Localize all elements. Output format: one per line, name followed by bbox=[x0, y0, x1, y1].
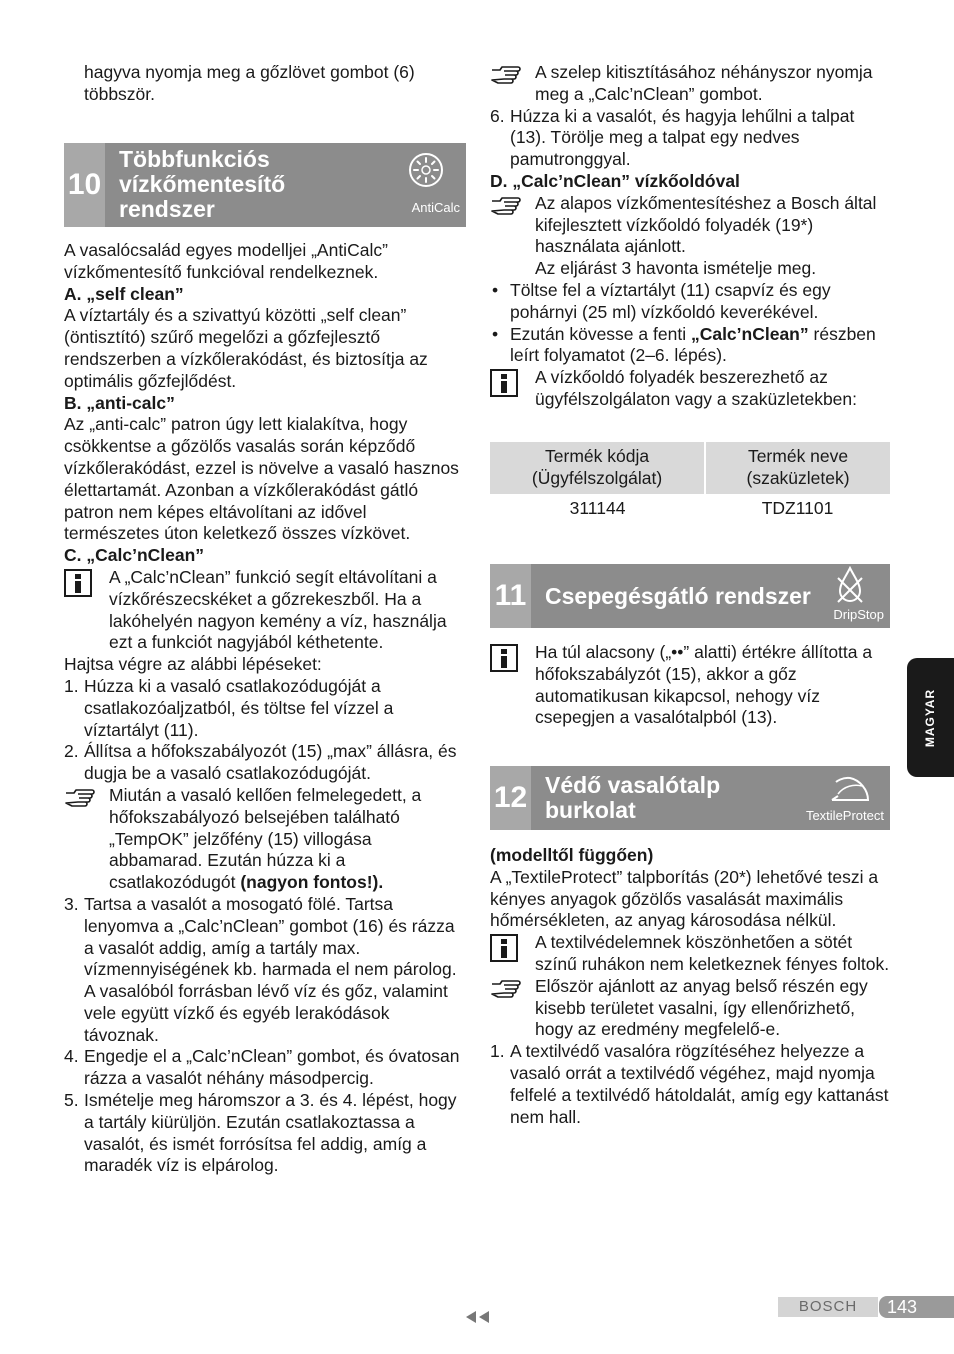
table-header: Termék kódja (Ügyfélszolgálat) bbox=[490, 442, 705, 494]
list-item: 4. Engedje el a „Calc’nClean” gombot, és óvatosan rázza a vasalót néhány másodpercig. bbox=[64, 1046, 460, 1089]
section-10-header bbox=[64, 143, 466, 227]
info-note: A „Calc’nClean” funkció segít eltávolítani a vízkőrészecskéket a gőzrekeszből. Ha a lakóhelyén nagyon kemény a víz, használja ezt a funkciót nagyjából kéthetente. bbox=[64, 567, 466, 654]
section-number: 11 bbox=[490, 564, 531, 628]
pointing-hand-icon bbox=[490, 195, 524, 221]
heading-c: C. „Calc’nClean” bbox=[64, 545, 205, 566]
table-header: Termék neve (szaküzletek) bbox=[705, 442, 890, 494]
product-table bbox=[490, 442, 890, 523]
tip-note: Először ajánlott az anyag belső részén egy kisebb területet vasalni, így ellenőrizhető, hogy az eredmény megfelelő-e. bbox=[490, 976, 890, 1041]
language-tab: MAGYAR bbox=[907, 658, 954, 777]
heading-d: D. „Calc’nClean” vízkőoldóval bbox=[490, 170, 740, 191]
section-label: AntiCalc bbox=[411, 200, 460, 216]
pointing-hand-icon bbox=[490, 978, 524, 1004]
list-item: • Töltse fel a víztartályt (11) csapvíz és egy pohárnyi (25 ml) vízkőoldó keverékével. bbox=[492, 279, 831, 322]
heading-a: A. „self clean” bbox=[64, 283, 184, 304]
list-item: 3. Tartsa a vasalót a mosogató fölé. Tartsa lenyomva a „Calc’nClean” gombot (16) és rázza a vasalót addig, amíg a tartály max. vízmennyiségének kb. harmada el nem párolog. A vasalóból forrásban lévő víz és gőz, valamint vele együtt vízkő és egyéb lerakódások távoznak. bbox=[64, 893, 457, 1045]
section-11-body bbox=[490, 642, 890, 729]
section-12-body: (modelltől függően) A „TextileProtect” talpborítás (20*) lehetővé teszi a kényes anyagok gőzölős vasalását maximális hőmérsékleten, az anyag károsodása nélkül. A textilvédelemnek köszönhetően a sötét színű ruhákon nem keletkeznek fényes foltok. Először ajánlott az anyag belső részén egy kisebb területet vasalni, így ellenőrizhető, hogy az eredmény megfelelő-e. 1. A textilvédő vasalóra rögzítéséhez helyezze a vasaló orrát a textilvédő végéhez, majd nyomja felfelé a textilvédő hátoldalát, amíg egy kattanást nem hall. bbox=[490, 845, 890, 1127]
section-title: Többfunkciós vízkőmentesítő rendszer bbox=[119, 146, 286, 222]
intro-text: hagyva nyomja meg a gőzlövet gombot (6) többször. bbox=[84, 62, 415, 104]
info-note: A vízkőoldó folyadék beszerezhető az ügyfélszolgálaton vagy a szaküzletekben: bbox=[490, 367, 890, 411]
info-icon bbox=[490, 934, 518, 968]
page-number: 143 bbox=[879, 1296, 954, 1318]
info-note: Ha túl alacsony („••” alatti) értékre állította a hőfokszabályzót (15), akkor a gőz automatikusan kikapcsol, nehogy víz csepegjen a vasalótalpból (13). bbox=[490, 642, 890, 729]
section-number: 10 bbox=[64, 143, 105, 227]
table-cell: TDZ1101 bbox=[761, 497, 834, 518]
section-label: DripStop bbox=[833, 607, 884, 623]
section-label: TextileProtect bbox=[805, 808, 884, 824]
table-cell: 311144 bbox=[569, 497, 626, 518]
info-note: A textilvédelemnek köszönhetően a sötét színű ruhákon nem keletkeznek fényes foltok. bbox=[490, 932, 890, 976]
list-item: 5. Ismételje meg háromszor a 3. és 4. lépést, hogy a tartály kiürüljön. Ezután csatlakoztassa a vasalót, és ismét forrósítsa fel addig, amíg a maradék víz is elpárolog. bbox=[64, 1090, 457, 1176]
section-12-header bbox=[490, 766, 890, 830]
tip-note: Miután a vasaló kellően felmelegedett, a hőfokszabályozó belsejében található „TempOK” jelzőfény (15) villogása abbamarad. Ezután húzza ki a csatlakozódugót (nagyon fontos!). bbox=[64, 785, 466, 894]
info-icon bbox=[490, 644, 518, 678]
section-10-body: A vasalócsalád egyes modelljei „AntiCalc” vízkőmentesítő funkcióval rendelkeznek. A. „self clean” A víztartály és a szivattyú közötti „self clean” (öntisztító) szűrő megelőzi a gőzfejlesztő rendszerben a vízkőlerakódást, és biztosítja az optimális gőzfejlődést. B. „anti-calc” Az „anti-calc” patron úgy lett kialakítva, hogy csökkentse a gőzölős vasalás során képződő vízkőlerakódást, ezzel is növelve a vasaló hasznos élettartamát. Azonban a vízkőlerakódást gátló patron nem képes eltávolítani az idővel természetes úton keletkező összes vízkövet. C. „Calc’nClean” A „Calc’nClean” funkció segít eltávolítani a vízkőrészecskéket a gőzrekeszből. Ha a lakóhelyén nagyon kemény a víz, használja ezt a funkciót nagyjából kéthetente. Hajtsa végre az alábbi lépéseket: 1. Húzza ki a vasaló csatlakozódugóját a csatlakozóaljzatból, és töltse fel vízzel a víztartályt (11). 2. Állítsa a hőfokszabályozót (15) „max” állásra, és dugja be a vasaló csatlakozódugóját. Miután a vasaló kellően felmelegedett, a hőfokszabályozó belsejében található „TempOK” jelzőfény (15) villogása abbamarad. Ezután húzza ki a csatlakozódugót (nagyon fontos!). 3. Tartsa a vasalót a mosogató fölé. Tartsa lenyomva a „Calc’nClean” gombot (16) és rázza a vasalót addig, amíg a tartály max. vízmennyiségének kb. harmada el nem párolog. A vasalóból forrásban lévő víz és gőz, valamint vele együtt vízkő és egyéb lerakódások távoznak. 4. Engedje el a „Calc’nClean” gombot, és óvatosan rázza a vasalót néhány másodpercig. 5. Ismételje meg háromszor a 3. és 4. lépést, hogy a tartály kiürüljön. Ezután csatlakoztassa a vasalót, és ismét forrósítsa fel addig, amíg a maradék víz is elpárolog. bbox=[64, 240, 466, 1177]
pointing-hand-icon bbox=[64, 787, 98, 813]
section-title: Védő vasalótalp burkolat bbox=[545, 772, 721, 823]
anticalc-icon bbox=[396, 151, 456, 195]
right-top-block bbox=[490, 62, 890, 411]
tip-note: Az alapos vízkőmentesítéshez a Bosch által kifejlesztett vízkőoldó folyadék (19*) használata ajánlott. Az eljárást 3 havonta ismételje meg. bbox=[490, 193, 890, 280]
section-11-header bbox=[490, 564, 890, 628]
pointing-hand-icon bbox=[490, 64, 524, 90]
section-number: 12 bbox=[490, 766, 531, 830]
list-item: 6. Húzza ki a vasalót, és hagyja lehűlni a talpat (13). Törölje meg a talpat egy nedves pamutronggyal. bbox=[490, 105, 855, 170]
list-item: 1. Húzza ki a vasaló csatlakozódugóját a csatlakozóaljzatból, és töltse fel vízzel a víztartályt (11). bbox=[64, 675, 394, 740]
heading-model: (modelltől függően) bbox=[490, 845, 654, 865]
section-title: Csepegésgátló rendszer bbox=[545, 583, 811, 609]
list-item: 2. Állítsa a hőfokszabályozót (15) „max” állásra, és dugja be a vasaló csatlakozódugóját. bbox=[64, 741, 457, 784]
info-icon bbox=[490, 369, 518, 403]
tip-note: A szelep kitisztításához néhányszor nyomja meg a „Calc’nClean” gombot. bbox=[490, 62, 890, 106]
heading-b: B. „anti-calc” bbox=[64, 392, 175, 413]
info-icon bbox=[64, 569, 92, 603]
table-row bbox=[490, 494, 890, 524]
back-arrows-icon[interactable] bbox=[464, 1308, 492, 1330]
list-item: • Ezután kövesse a fenti „Calc’nClean” részben leírt folyamatot (2–6. lépés). bbox=[492, 323, 876, 366]
brand-label: BOSCH bbox=[778, 1297, 878, 1317]
list-item: 1. A textilvédő vasalóra rögzítéséhez helyezze a vasaló orrát a textilvédő végéhez, majd nyomja felfelé a textilvédő hátoldalát, amíg egy kattanást nem hall. bbox=[490, 1041, 889, 1127]
